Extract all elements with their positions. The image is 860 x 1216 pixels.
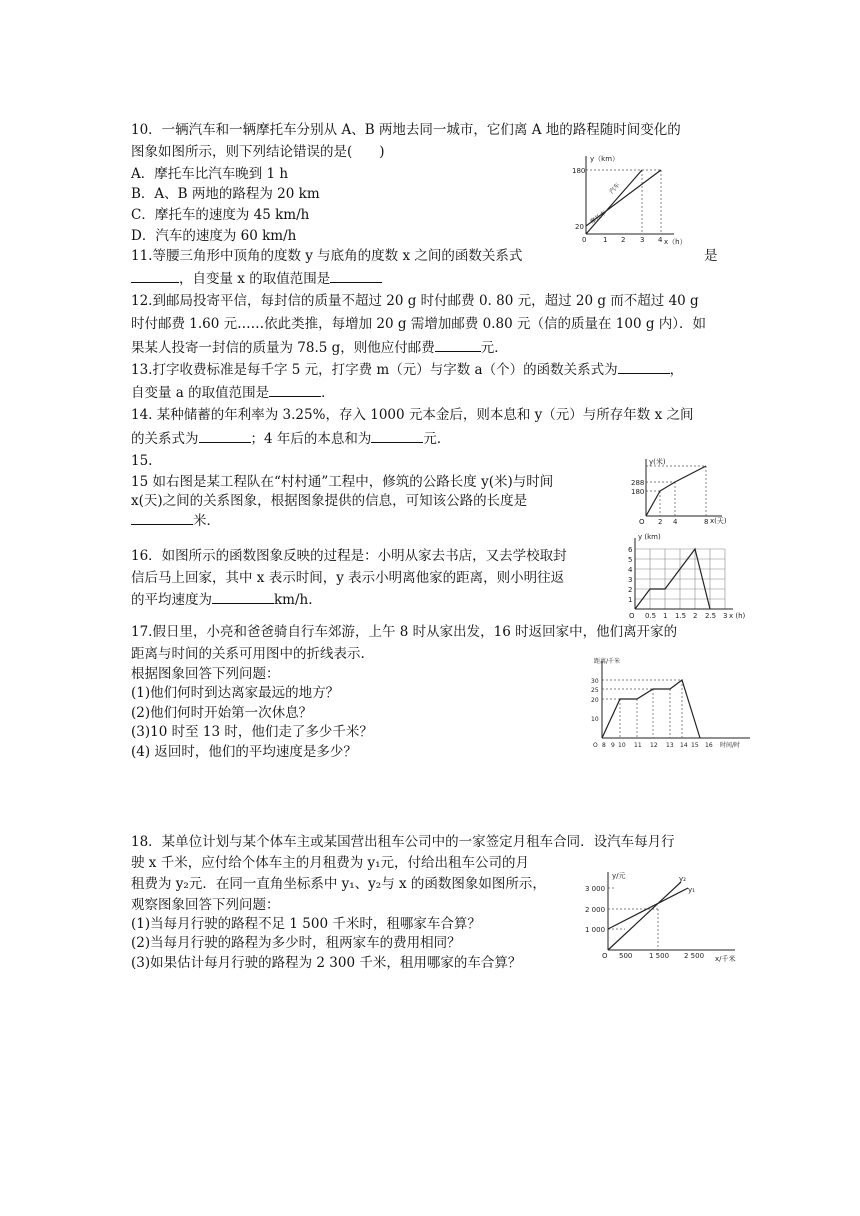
q17-line3: 根据图象回答下列问题： [131,666,280,682]
q18-line1: 18．某单位计划与某个体车主或某国营出租车公司中的一家签定月租车合同．设汽车每月行 [131,834,675,850]
q18-sub3: (3)如果估计每月行驶的路程为 2 300 千米，租用哪家的车合算？ [131,955,522,971]
q10-option-c: C．摩托车的速度为 45 km/h [131,207,310,223]
q16-line3-unit: km/h. [274,592,313,608]
q18-sub1: (1)当每月行驶的路程不足 1 500 千米时，租哪家车合算？ [131,916,481,932]
q15-ytick-180: 180 [631,488,645,496]
q18-graph [585,868,760,964]
q10-car-label: 汽车 [608,181,622,196]
q16-graph [625,530,755,618]
q16-line3 [131,589,313,610]
q12-line3-text: 果某人投寄一封信的质量为 78.5 g，则他应付邮费 [131,340,435,356]
q18-ytick-3000: 3 000 [585,885,606,893]
q13-blank-function[interactable] [618,359,670,374]
q11-line2 [131,268,382,289]
q15-graph [630,456,730,526]
q10-xtick-1: 1 [603,236,608,244]
q14-line2-text: 的关系式为 [131,431,199,447]
q17-xtick-o: O [593,742,598,749]
q16-xtick-3: 3 [723,612,728,620]
q10-graph [572,152,692,246]
q10-moto-label: 摩托车 [589,209,608,226]
q16-xtick-2: 2 [693,612,698,620]
q18-xtick-o: O [602,952,608,960]
q13-line1-punct: ， [669,362,684,378]
q10-xtick-2: 2 [621,236,626,244]
q10-option-a: A．摩托车比汽车晚到 1 h [131,166,289,182]
q16-line1: 16．如图所示的函数图象反映的过程是：小明从家去书店，又去学校取封 [131,548,567,564]
q13-line2-punct: ． [321,385,335,401]
q15-line3-unit: 米． [193,513,220,529]
q18-y2-label: y₂ [679,875,686,883]
q14-blank-function[interactable] [199,428,251,443]
q17-xtick-12: 12 [650,742,658,749]
q17-line2: 距离与时间的关系可用图中的折线表示. [131,646,365,662]
q18-y2-line [608,882,681,950]
q17-graph [590,655,750,750]
q15-xlabel: x(天) [710,517,727,525]
q16-ylabel: y (km) [638,533,661,541]
q17-sub4: (4) 返回时，他们的平均速度是多少？ [131,744,357,760]
q17-xtick-13: 13 [666,742,674,749]
q17-line1: 17.假日里，小亮和爸爸骑自行车郊游，上午 8 时从家出发，16 时返回家中，他们离开家的 [131,624,678,640]
q15-line1: 15 如右图是某工程队在“村村通”工程中，修筑的公路长度 y(米)与时间 [131,474,554,490]
q17-xtick-9: 9 [611,742,615,749]
q10-xtick-4: 4 [658,236,663,244]
q18-ytick-2000: 2 000 [585,906,606,914]
q12-line3 [131,337,508,358]
q16-xtick-o: O [629,612,635,620]
q10-xtick-0: 0 [582,236,587,244]
q15-number: 15. [131,453,153,469]
q16-line2: 信后马上回家，其中 x 表示时间，y 表示小明离他家的距离，则小明往返 [131,570,565,586]
q12-line2: 时付邮费 1.60 元……依此类推，每增加 20 g 需增加邮费 0.80 元（信的质量在 100 g 内）．如 [131,316,707,332]
q14-line2 [131,428,450,449]
q15-ytick-288: 288 [631,479,645,487]
q16-blank-speed[interactable] [212,589,274,604]
q16-xtick-2-5: 2.5 [705,612,717,620]
q16-xlabel: x (h) [729,612,746,620]
q17-xtick-16: 16 [705,742,713,749]
q17-ytick-10: 10 [591,716,599,723]
q16-ytick-1: 1 [628,596,633,604]
q12-line1: 12.到邮局投寄平信，每封信的质量不超过 20 g 时付邮费 0. 80 元，超过 20 g 而不超过 40 g [131,293,699,309]
q10-stem-line2: 图象如图所示，则下列结论错误的是( ) [131,144,385,160]
q13-line1 [131,359,683,380]
q17-ytick-20: 20 [591,697,599,704]
q18-xtick-500: 500 [619,952,633,960]
q15-xtick-2: 2 [658,518,663,526]
q17-xtick-10: 10 [618,742,626,749]
q18-line4: 观察图象回答下列问题： [131,897,280,913]
q16-line3-text: 的平均速度为 [131,592,212,608]
q18-xtick-1500: 1 500 [649,952,670,960]
q17-sub1: (1)他们何时到达离家最远的地方？ [131,685,340,701]
q17-xtick-8: 8 [602,742,606,749]
q15-ylabel: y(米) [649,458,666,466]
q15-xtick-8: 8 [704,518,709,526]
q18-line2: 驶 x 千米，应付给个体车主的月租费为 y₁元，付给出租车公司的月 [131,855,530,871]
q18-ylabel: y/元 [612,872,626,880]
q18-y1-line [608,888,688,929]
q17-xtick-11: 11 [634,742,642,749]
q14-line2-unit: 元． [423,431,451,447]
q13-line2 [131,382,335,403]
q16-ytick-2: 2 [628,586,633,594]
q13-line1-text: 13.打字收费标准是每千字 5 元，打字费 m（元）与字数 a（个）的函数关系式为 [131,362,618,378]
q17-ytick-25: 25 [591,687,599,694]
q10-ytick-20: 20 [575,223,584,231]
q17-sub3: (3)10 时至 13 时，他们走了多少千米？ [131,724,373,740]
q18-y1-label: y₁ [688,886,695,894]
q16-ytick-6: 6 [628,546,633,554]
q16-ytick-3: 3 [628,576,633,584]
q14-line1: 14. 某种储蓄的年利率为 3.25%，存入 1000 元本金后，则本息和 y（元）与所存年数 x 之间 [131,407,694,423]
q18-xtick-2500: 2 500 [684,952,705,960]
q11-blank-range[interactable] [330,268,382,283]
q12-line3-unit: 元． [480,340,508,356]
q15-xtick-o: O [639,518,645,526]
q10-xtick-3: 3 [640,236,645,244]
q10-stem-line1: 10．一辆汽车和一辆摩托车分别从 A、B 两地去同一城市，它们离 A 地的路程随时间变化的 [131,122,681,138]
q13-blank-range[interactable] [269,382,321,397]
q12-blank-fee[interactable] [435,337,481,352]
q16-ytick-5: 5 [628,556,633,564]
q10-ylabel: y（km） [590,155,620,163]
q18-xlabel: x/千米 [715,955,736,963]
q13-line2-text: 自变量 a 的取值范围是 [131,385,270,401]
q18-sub2: (2)当每月行驶的路程为多少时，租两家车的费用相同？ [131,935,461,951]
q17-sub2: (2)他们何时开始第一次休息？ [131,705,313,721]
q16-xtick-0-5: 0.5 [645,612,657,620]
q16-xtick-1-5: 1.5 [675,612,687,620]
q17-ytick-30: 30 [591,678,599,685]
q11-line1: 11.等腰三角形中顶角的度数 y 与底角的度数 x 之间的函数关系式 [131,248,523,264]
q10-ytick-180: 180 [572,167,586,175]
q15-line2: x(天)之间的关系图象，根据图象提供的信息，可知该公路的长度是 [131,493,528,509]
q18-line3: 租费为 y₂元．在同一直角坐标系中 y₁、y₂与 x 的函数图象如图所示， [131,876,546,892]
q14-line2-mid: ；4 年后的本息和为 [250,431,372,447]
q17-ylabel: 距离/千米 [594,658,621,665]
q15-line3 [131,510,220,531]
q16-xtick-1: 1 [663,612,668,620]
q15-blank-length[interactable] [131,510,193,525]
q10-option-b: B．A、B 两地的路程为 20 km [131,186,320,202]
q10-xlabel: x（h） [664,238,687,246]
q17-xtick-15: 15 [691,742,699,749]
q14-blank-amount[interactable] [371,428,423,443]
q10-option-d: D．汽车的速度为 60 km/h [131,228,297,244]
q18-ytick-1000: 1 000 [585,926,606,934]
q15-xtick-4: 4 [673,518,678,526]
q16-ytick-4: 4 [628,566,633,574]
q11-line2-text: ，自变量 x 的取值范围是 [179,271,331,287]
q17-xtick-14: 14 [680,742,688,749]
q16-grid [635,549,725,609]
q11-line1-end: 是 [704,248,718,264]
q17-xlabel: 时间/时 [720,742,741,749]
q11-blank-function[interactable] [131,268,179,283]
